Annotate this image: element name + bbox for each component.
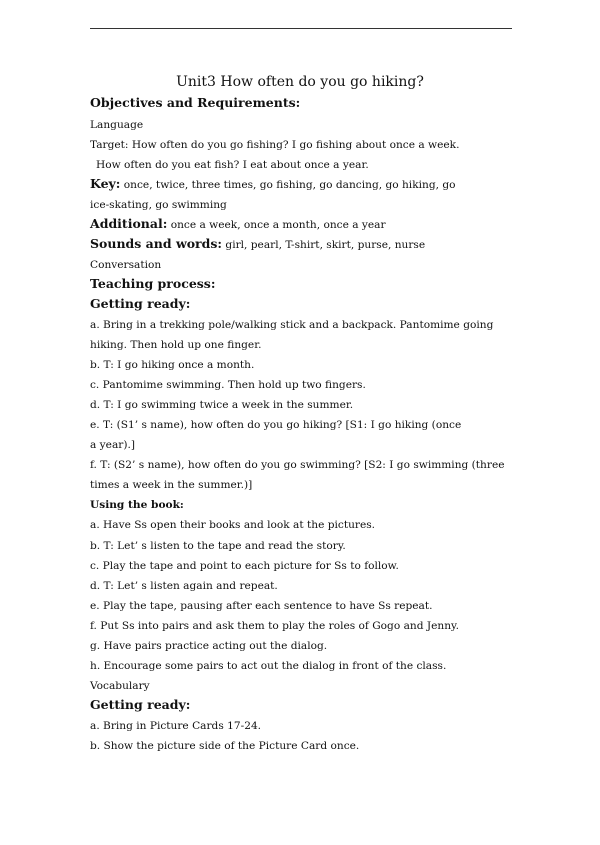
step-b: b. T: I go hiking once a month. — [90, 359, 255, 371]
vocabulary-label: Vocabulary — [90, 680, 150, 692]
additional-label: Additional: — [90, 216, 168, 231]
step-d: d. T: I go swimming twice a week in the summer. — [90, 399, 354, 411]
book-step-h: h. Encourage some pairs to act out the dialog in front of the class. — [90, 660, 447, 672]
additional-text: once a week, once a month, once a year — [170, 219, 386, 231]
sounds-text: girl, pearl, T-shirt, skirt, purse, nurse — [225, 239, 426, 251]
header-rule — [90, 28, 512, 29]
step-c: c. Pantomime swimming. Then hold up two fingers. — [90, 379, 366, 391]
vocab-step-a: a. Bring in Picture Cards 17-24. — [90, 720, 262, 732]
step-f-line-2: times a week in the summer.)] — [90, 479, 253, 491]
vocab-step-b: b. Show the picture side of the Picture Card once. — [90, 740, 360, 752]
book-step-g: g. Have pairs practice acting out the dialog. — [90, 640, 328, 652]
sounds-label: Sounds and words: — [90, 236, 223, 251]
book-step-c: c. Play the tape and point to each picture for Ss to follow. — [90, 560, 399, 572]
key-line — [90, 177, 456, 192]
key-line-2: ice-skating, go swimming — [90, 199, 227, 211]
book-step-f: f. Put Ss into pairs and ask them to play the roles of Gogo and Jenny. — [90, 620, 459, 632]
getting-ready-heading-2: Getting ready: — [90, 697, 191, 712]
step-e-line-2: a year).] — [90, 439, 135, 451]
step-f-line-1: f. T: (S2’ s name), how often do you go swimming? [S2: I go swimming (three — [90, 459, 505, 471]
target-line-1: Target: How often do you go fishing? I go fishing about once a week. — [90, 139, 460, 151]
step-a-line-2: hiking. Then hold up one finger. — [90, 339, 262, 351]
language-label: Language — [90, 119, 144, 131]
sounds-line — [90, 237, 425, 252]
document-title: Unit3 How often do you go hiking? — [176, 74, 424, 90]
additional-line — [90, 217, 386, 232]
using-book-heading: Using the book: — [90, 499, 184, 511]
key-label: Key: — [90, 176, 121, 191]
step-e-line-1: e. T: (S1’ s name), how often do you go hiking? [S1: I go hiking (once — [90, 419, 462, 431]
book-step-b: b. T: Let’ s listen to the tape and read the story. — [90, 540, 346, 552]
key-text: once, twice, three times, go fishing, go dancing, go hiking, go — [123, 179, 456, 191]
getting-ready-heading: Getting ready: — [90, 296, 191, 311]
step-a-line-1: a. Bring in a trekking pole/walking stick and a backpack. Pantomime going — [90, 319, 494, 331]
teaching-heading: Teaching process: — [90, 276, 216, 291]
conversation-label: Conversation — [90, 259, 162, 271]
book-step-d: d. T: Let’ s listen again and repeat. — [90, 580, 278, 592]
objectives-heading: Objectives and Requirements: — [90, 95, 301, 110]
book-step-e: e. Play the tape, pausing after each sentence to have Ss repeat. — [90, 600, 433, 612]
target-line-2: How often do you eat fish? I eat about once a year. — [96, 159, 369, 171]
book-step-a: a. Have Ss open their books and look at the pictures. — [90, 519, 376, 531]
